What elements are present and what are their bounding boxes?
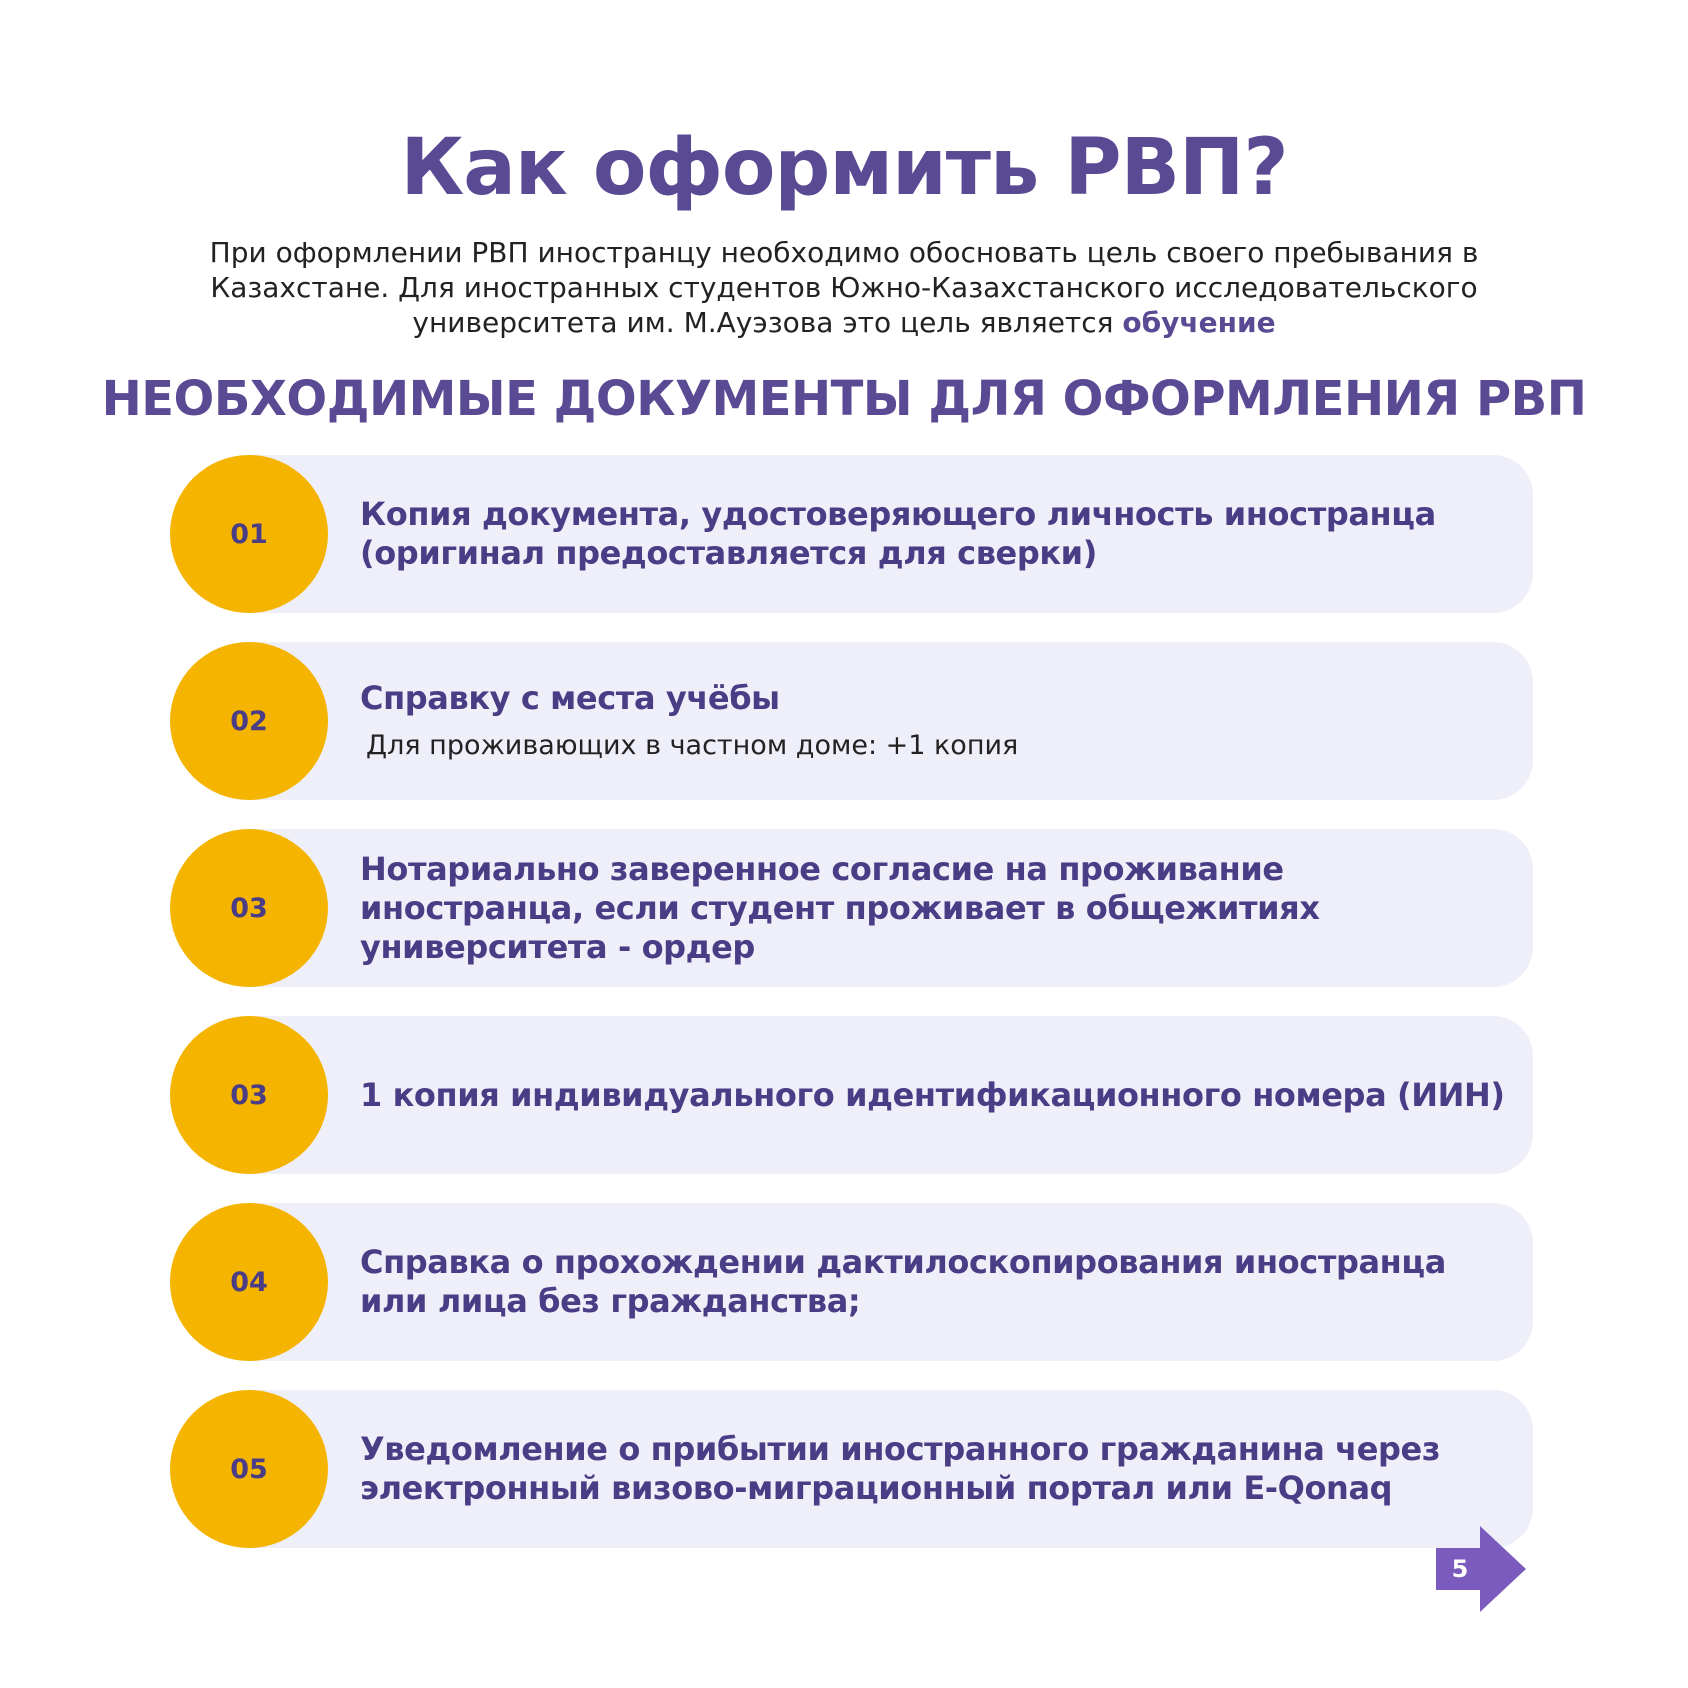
document-text bbox=[360, 829, 1510, 987]
document-text bbox=[360, 642, 1510, 800]
intro-paragraph bbox=[180, 235, 1508, 340]
document-text bbox=[360, 1390, 1510, 1548]
document-number-badge: 03 bbox=[170, 1016, 328, 1174]
intro-highlight: обучение bbox=[1122, 306, 1276, 339]
document-number-badge: 01 bbox=[170, 455, 328, 613]
document-number-badge: 03 bbox=[170, 829, 328, 987]
document-text bbox=[360, 1203, 1510, 1361]
document-title: Справку с места учёбы bbox=[360, 678, 780, 717]
page-title: Как оформить РВП? bbox=[400, 123, 1288, 213]
document-title: Справка о прохождении дактилоскопирования иностранца или лица без гражданства; bbox=[360, 1243, 1446, 1320]
intro-text: При оформлении РВП иностранцу необходимо обосновать цель своего пребывания в Казахстане. Для иностранных студентов Южно-Казахстанского исследовательского университета им. М.Ауэзова это цель является bbox=[209, 236, 1479, 339]
document-number-badge: 04 bbox=[170, 1203, 328, 1361]
document-title: Нотариально заверенное согласие на проживание иностранца, если студент проживает в общежитиях университета - ордер bbox=[360, 849, 1320, 966]
section-heading: НЕОБХОДИМЫЕ ДОКУМЕНТЫ ДЛЯ ОФОРМЛЕНИЯ РВП bbox=[101, 371, 1587, 427]
document-title: Уведомление о прибытии иностранного гражданина через электронный визово-миграционный портал или E-Qonaq bbox=[360, 1430, 1441, 1507]
page-number: 5 bbox=[1451, 1555, 1469, 1583]
document-text bbox=[360, 1016, 1510, 1174]
document-title: 1 копия индивидуального идентификационного номера (ИИН) bbox=[360, 1075, 1505, 1114]
document-note: Для проживающих в частном доме: +1 копия bbox=[366, 729, 1019, 761]
document-text bbox=[360, 455, 1510, 613]
document-number-badge: 02 bbox=[170, 642, 328, 800]
document-title: Копия документа, удостоверяющего личность иностранца (оригинал предоставляется для сверки) bbox=[360, 495, 1436, 572]
document-number-badge: 05 bbox=[170, 1390, 328, 1548]
